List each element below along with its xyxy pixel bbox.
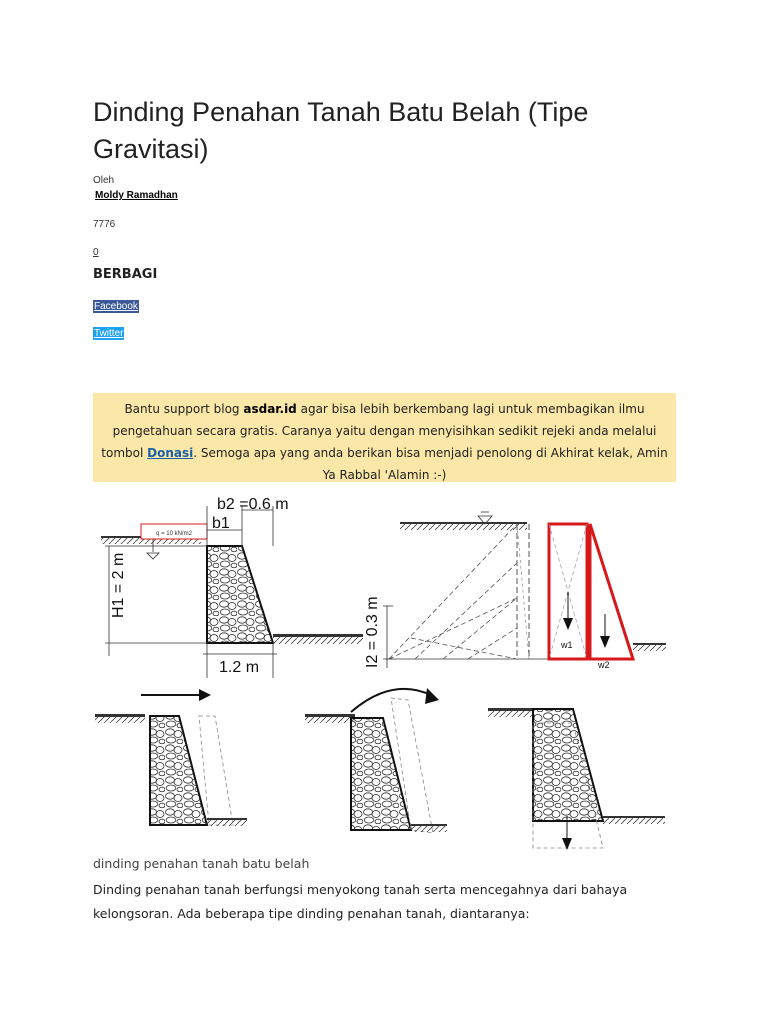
facebook-share-button[interactable]: Facebook xyxy=(94,301,138,312)
dimension-panel xyxy=(101,496,363,678)
h1-label: H1 = 2 m xyxy=(110,552,127,618)
figure-caption: dinding penahan tanah batu belah xyxy=(93,856,310,871)
share-heading: BERBAGI xyxy=(93,267,158,282)
by-label: Oleh xyxy=(93,175,115,186)
weight-panel xyxy=(364,512,666,670)
twitter-share-button[interactable]: Twitter xyxy=(94,328,124,339)
load-label: q = 10 kN/m2 xyxy=(156,531,192,537)
support-text-1: Bantu support blog xyxy=(124,402,244,416)
support-text-3: . Semoga apa yang anda berikan bisa menjadi penolong di Akhirat kelak, Amin Ya Rabbal 'Alamin :-) xyxy=(193,446,668,482)
support-site-name: asdar.id xyxy=(243,402,297,416)
comment-count-link[interactable]: 0 xyxy=(93,247,99,258)
w2-label: w2 xyxy=(598,660,610,670)
retaining-wall-figure xyxy=(93,488,676,854)
failure-modes-panel xyxy=(95,688,665,850)
b1-label: b1 xyxy=(212,515,230,532)
view-count: 7776 xyxy=(93,219,116,230)
donate-link[interactable]: Donasi xyxy=(147,446,194,460)
retaining-wall-diagram xyxy=(93,488,676,854)
w1-label: w1 xyxy=(561,640,573,650)
i2-label: I2 = 0.3 m xyxy=(364,596,381,668)
author-link[interactable]: Moldy Ramadhan xyxy=(95,190,178,201)
article-title: Dinding Penahan Tanah Batu Belah (Tipe Gravitasi) xyxy=(93,97,589,164)
support-text-2: agar bisa lebih berkembang lagi untuk membagikan ilmu pengetahuan secara gratis. Caranya yaitu dengan menyisihkan sedikit rejeki anda melalui tombol xyxy=(101,402,657,460)
support-box xyxy=(93,393,676,482)
body-paragraph: Dinding penahan tanah berfungsi menyokong tanah serta mencegahnya dari bahaya kelongsoran. Ada beberapa tipe dinding penahan tanah, diantaranya: xyxy=(93,882,628,921)
width-label: 1.2 m xyxy=(219,659,260,676)
b2-label: b2 =0.6 m xyxy=(217,496,289,513)
